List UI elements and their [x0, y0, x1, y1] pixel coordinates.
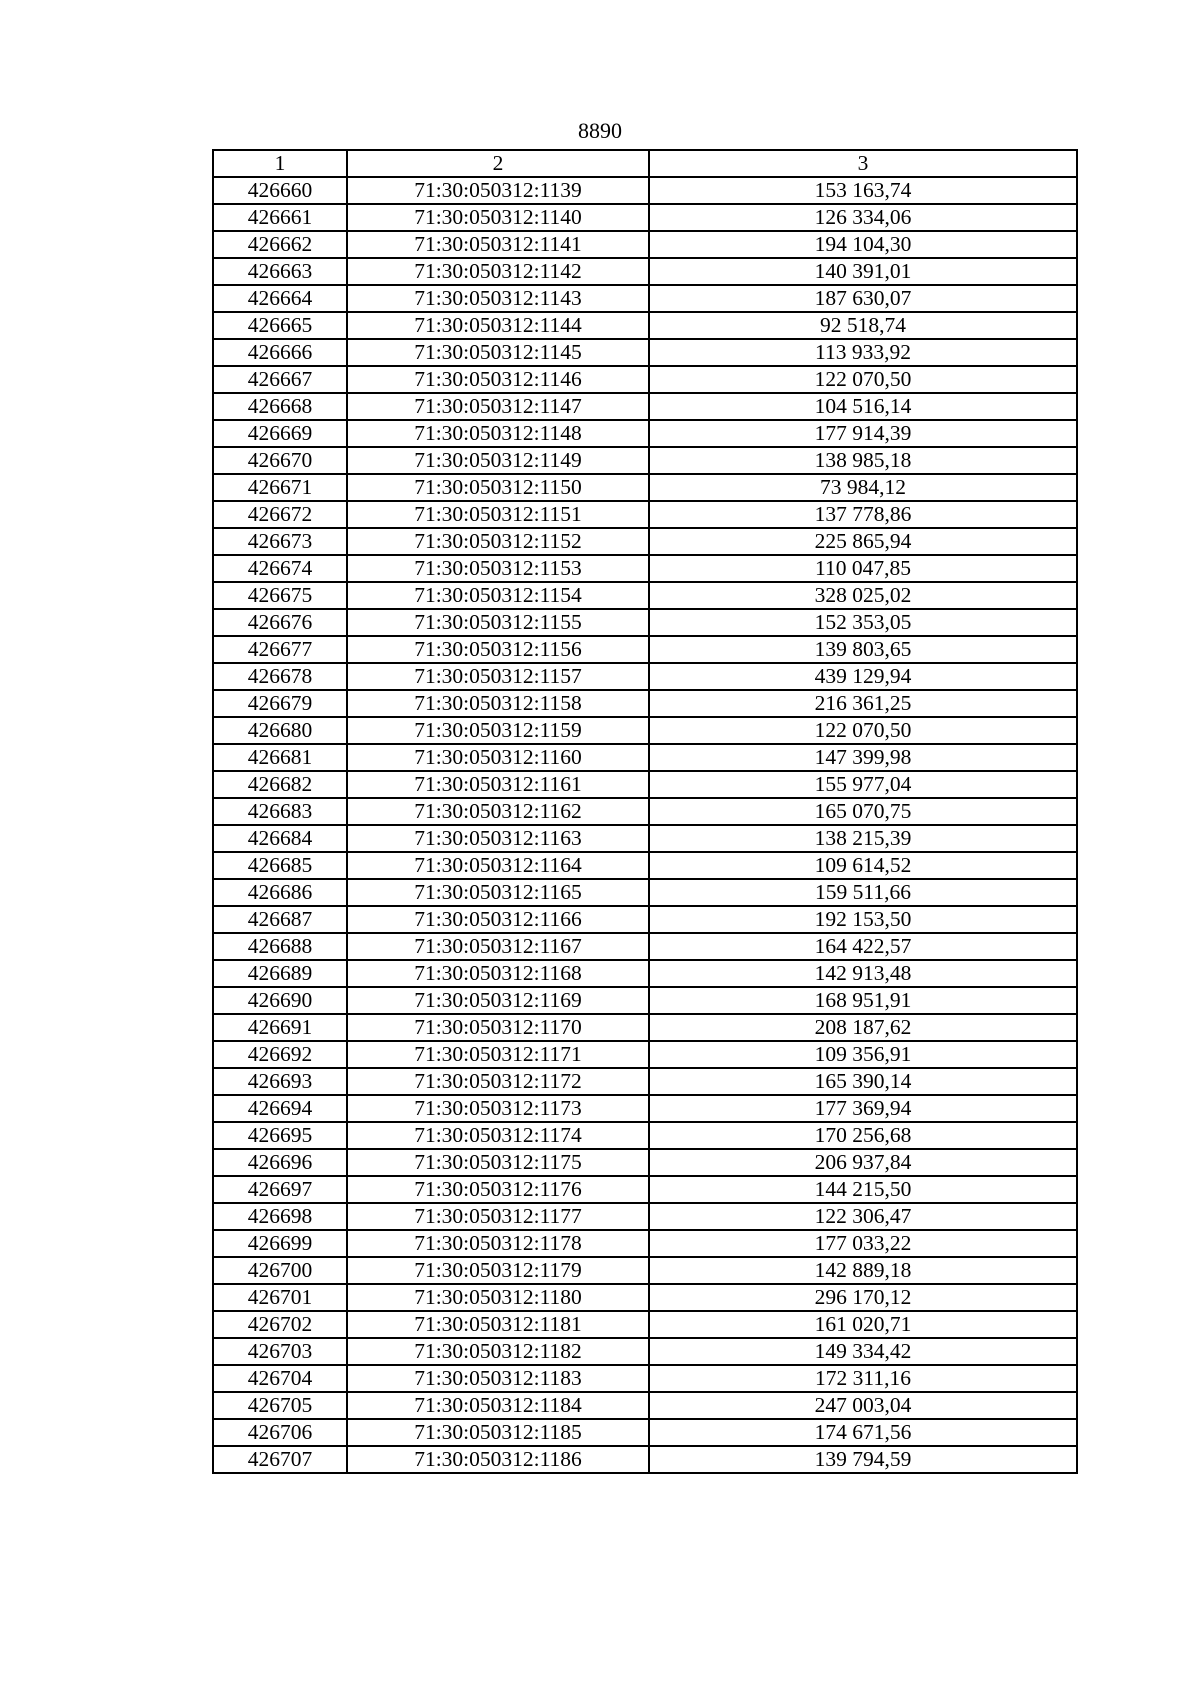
cell-value: 159 511,66: [649, 879, 1077, 906]
table-row: [213, 420, 1077, 447]
cell-number: 426695: [213, 1122, 347, 1149]
cell-number: 426706: [213, 1419, 347, 1446]
cell-cadastral-id: 71:30:050312:1168: [347, 960, 649, 987]
cell-value: 439 129,94: [649, 663, 1077, 690]
cell-value: 126 334,06: [649, 204, 1077, 231]
cell-value: 109 614,52: [649, 852, 1077, 879]
cell-value: 170 256,68: [649, 1122, 1077, 1149]
cell-value: 110 047,85: [649, 555, 1077, 582]
table-row: [213, 1419, 1077, 1446]
cell-cadastral-id: 71:30:050312:1140: [347, 204, 649, 231]
table-row: [213, 906, 1077, 933]
cell-cadastral-id: 71:30:050312:1165: [347, 879, 649, 906]
cell-number: 426690: [213, 987, 347, 1014]
cell-cadastral-id: 71:30:050312:1185: [347, 1419, 649, 1446]
cell-value: 165 070,75: [649, 798, 1077, 825]
cell-cadastral-id: 71:30:050312:1150: [347, 474, 649, 501]
table-row: [213, 609, 1077, 636]
cell-value: 122 070,50: [649, 717, 1077, 744]
cell-number: 426685: [213, 852, 347, 879]
cell-value: 216 361,25: [649, 690, 1077, 717]
cell-value: 149 334,42: [649, 1338, 1077, 1365]
cell-cadastral-id: 71:30:050312:1181: [347, 1311, 649, 1338]
table-row: [213, 636, 1077, 663]
cell-cadastral-id: 71:30:050312:1175: [347, 1149, 649, 1176]
table-row: [213, 501, 1077, 528]
cell-value: 187 630,07: [649, 285, 1077, 312]
cell-number: 426671: [213, 474, 347, 501]
cell-value: 140 391,01: [649, 258, 1077, 285]
table-row: [213, 1365, 1077, 1392]
cell-cadastral-id: 71:30:050312:1184: [347, 1392, 649, 1419]
column-header-cadastral-id: 2: [347, 150, 649, 177]
cell-number: 426692: [213, 1041, 347, 1068]
cell-cadastral-id: 71:30:050312:1152: [347, 528, 649, 555]
cell-number: 426707: [213, 1446, 347, 1473]
cell-value: 122 306,47: [649, 1203, 1077, 1230]
table-row: [213, 528, 1077, 555]
cell-cadastral-id: 71:30:050312:1179: [347, 1257, 649, 1284]
cell-value: 113 933,92: [649, 339, 1077, 366]
table-row: [213, 717, 1077, 744]
cell-value: 208 187,62: [649, 1014, 1077, 1041]
cell-value: 139 803,65: [649, 636, 1077, 663]
cell-cadastral-id: 71:30:050312:1156: [347, 636, 649, 663]
cell-cadastral-id: 71:30:050312:1155: [347, 609, 649, 636]
table-row: [213, 1014, 1077, 1041]
cell-value: 152 353,05: [649, 609, 1077, 636]
cell-cadastral-id: 71:30:050312:1180: [347, 1284, 649, 1311]
cell-cadastral-id: 71:30:050312:1174: [347, 1122, 649, 1149]
table-row: [213, 1338, 1077, 1365]
cell-cadastral-id: 71:30:050312:1162: [347, 798, 649, 825]
table-row: [213, 1284, 1077, 1311]
cell-cadastral-id: 71:30:050312:1183: [347, 1365, 649, 1392]
cell-number: 426684: [213, 825, 347, 852]
cell-value: 142 913,48: [649, 960, 1077, 987]
table-row: [213, 447, 1077, 474]
cell-cadastral-id: 71:30:050312:1171: [347, 1041, 649, 1068]
cell-number: 426666: [213, 339, 347, 366]
column-header-number: 1: [213, 150, 347, 177]
cell-value: 104 516,14: [649, 393, 1077, 420]
cell-cadastral-id: 71:30:050312:1164: [347, 852, 649, 879]
cell-cadastral-id: 71:30:050312:1166: [347, 906, 649, 933]
cell-cadastral-id: 71:30:050312:1170: [347, 1014, 649, 1041]
cell-value: 137 778,86: [649, 501, 1077, 528]
cell-value: 122 070,50: [649, 366, 1077, 393]
cell-value: 177 033,22: [649, 1230, 1077, 1257]
cell-cadastral-id: 71:30:050312:1153: [347, 555, 649, 582]
cell-value: 142 889,18: [649, 1257, 1077, 1284]
cell-value: 147 399,98: [649, 744, 1077, 771]
cell-cadastral-id: 71:30:050312:1144: [347, 312, 649, 339]
cell-value: 144 215,50: [649, 1176, 1077, 1203]
cell-value: 109 356,91: [649, 1041, 1077, 1068]
cell-number: 426663: [213, 258, 347, 285]
cell-number: 426664: [213, 285, 347, 312]
cell-value: 296 170,12: [649, 1284, 1077, 1311]
table-row: [213, 744, 1077, 771]
cell-value: 168 951,91: [649, 987, 1077, 1014]
table-row: [213, 879, 1077, 906]
cell-number: 426691: [213, 1014, 347, 1041]
cell-number: 426660: [213, 177, 347, 204]
cell-number: 426675: [213, 582, 347, 609]
cell-number: 426697: [213, 1176, 347, 1203]
table-row: [213, 798, 1077, 825]
cell-number: 426694: [213, 1095, 347, 1122]
cell-number: 426701: [213, 1284, 347, 1311]
table-row: [213, 1230, 1077, 1257]
table-row: [213, 933, 1077, 960]
table-row: [213, 690, 1077, 717]
cell-cadastral-id: 71:30:050312:1182: [347, 1338, 649, 1365]
cell-value: 206 937,84: [649, 1149, 1077, 1176]
cell-value: 92 518,74: [649, 312, 1077, 339]
cell-number: 426683: [213, 798, 347, 825]
cell-value: 174 671,56: [649, 1419, 1077, 1446]
cell-cadastral-id: 71:30:050312:1151: [347, 501, 649, 528]
cell-cadastral-id: 71:30:050312:1148: [347, 420, 649, 447]
table-row: [213, 825, 1077, 852]
cell-number: 426699: [213, 1230, 347, 1257]
cell-value: 247 003,04: [649, 1392, 1077, 1419]
cell-value: 225 865,94: [649, 528, 1077, 555]
cell-value: 138 215,39: [649, 825, 1077, 852]
table-row: [213, 555, 1077, 582]
table-body: [213, 177, 1077, 1473]
cell-value: 73 984,12: [649, 474, 1077, 501]
cell-number: 426703: [213, 1338, 347, 1365]
cell-cadastral-id: 71:30:050312:1163: [347, 825, 649, 852]
table-row: [213, 1311, 1077, 1338]
table-header-row: [213, 150, 1077, 177]
cell-cadastral-id: 71:30:050312:1142: [347, 258, 649, 285]
registry-table: [212, 149, 1078, 1474]
cell-number: 426662: [213, 231, 347, 258]
table-row: [213, 852, 1077, 879]
cell-cadastral-id: 71:30:050312:1167: [347, 933, 649, 960]
table-row: [213, 231, 1077, 258]
table-row: [213, 1446, 1077, 1473]
cell-number: 426670: [213, 447, 347, 474]
table-row: [213, 366, 1077, 393]
cell-cadastral-id: 71:30:050312:1177: [347, 1203, 649, 1230]
cell-value: 139 794,59: [649, 1446, 1077, 1473]
cell-value: 177 914,39: [649, 420, 1077, 447]
cell-value: 161 020,71: [649, 1311, 1077, 1338]
table-row: [213, 393, 1077, 420]
table-row: [213, 582, 1077, 609]
cell-cadastral-id: 71:30:050312:1158: [347, 690, 649, 717]
cell-number: 426693: [213, 1068, 347, 1095]
cell-value: 194 104,30: [649, 231, 1077, 258]
cell-cadastral-id: 71:30:050312:1143: [347, 285, 649, 312]
table-row: [213, 1095, 1077, 1122]
cell-value: 192 153,50: [649, 906, 1077, 933]
cell-cadastral-id: 71:30:050312:1161: [347, 771, 649, 798]
cell-number: 426674: [213, 555, 347, 582]
cell-cadastral-id: 71:30:050312:1154: [347, 582, 649, 609]
cell-value: 155 977,04: [649, 771, 1077, 798]
cell-number: 426678: [213, 663, 347, 690]
table-row: [213, 663, 1077, 690]
cell-number: 426689: [213, 960, 347, 987]
table-row: [213, 1041, 1077, 1068]
table-row: [213, 1068, 1077, 1095]
cell-cadastral-id: 71:30:050312:1160: [347, 744, 649, 771]
table-row: [213, 204, 1077, 231]
table-row: [213, 771, 1077, 798]
cell-cadastral-id: 71:30:050312:1147: [347, 393, 649, 420]
cell-number: 426680: [213, 717, 347, 744]
cell-number: 426673: [213, 528, 347, 555]
cell-number: 426682: [213, 771, 347, 798]
cell-cadastral-id: 71:30:050312:1145: [347, 339, 649, 366]
cell-number: 426669: [213, 420, 347, 447]
cell-cadastral-id: 71:30:050312:1178: [347, 1230, 649, 1257]
cell-number: 426687: [213, 906, 347, 933]
cell-number: 426698: [213, 1203, 347, 1230]
cell-number: 426676: [213, 609, 347, 636]
cell-cadastral-id: 71:30:050312:1157: [347, 663, 649, 690]
cell-number: 426677: [213, 636, 347, 663]
table-row: [213, 1122, 1077, 1149]
table-row: [213, 312, 1077, 339]
cell-cadastral-id: 71:30:050312:1176: [347, 1176, 649, 1203]
cell-value: 172 311,16: [649, 1365, 1077, 1392]
cell-number: 426667: [213, 366, 347, 393]
cell-cadastral-id: 71:30:050312:1173: [347, 1095, 649, 1122]
cell-number: 426704: [213, 1365, 347, 1392]
cell-cadastral-id: 71:30:050312:1159: [347, 717, 649, 744]
table-row: [213, 960, 1077, 987]
cell-value: 165 390,14: [649, 1068, 1077, 1095]
cell-number: 426672: [213, 501, 347, 528]
table-row: [213, 339, 1077, 366]
cell-cadastral-id: 71:30:050312:1149: [347, 447, 649, 474]
table-row: [213, 285, 1077, 312]
cell-number: 426688: [213, 933, 347, 960]
cell-number: 426702: [213, 1311, 347, 1338]
cell-cadastral-id: 71:30:050312:1141: [347, 231, 649, 258]
table-row: [213, 1176, 1077, 1203]
cell-cadastral-id: 71:30:050312:1139: [347, 177, 649, 204]
cell-number: 426686: [213, 879, 347, 906]
table-row: [213, 1392, 1077, 1419]
cell-number: 426668: [213, 393, 347, 420]
table-row: [213, 1203, 1077, 1230]
table-row: [213, 177, 1077, 204]
table-row: [213, 474, 1077, 501]
cell-cadastral-id: 71:30:050312:1186: [347, 1446, 649, 1473]
cell-number: 426681: [213, 744, 347, 771]
cell-value: 138 985,18: [649, 447, 1077, 474]
table-row: [213, 1149, 1077, 1176]
cell-number: 426700: [213, 1257, 347, 1284]
table-row: [213, 1257, 1077, 1284]
cell-number: 426705: [213, 1392, 347, 1419]
cell-number: 426661: [213, 204, 347, 231]
cell-cadastral-id: 71:30:050312:1169: [347, 987, 649, 1014]
column-header-value: 3: [649, 150, 1077, 177]
cell-number: 426679: [213, 690, 347, 717]
table-row: [213, 258, 1077, 285]
cell-cadastral-id: 71:30:050312:1172: [347, 1068, 649, 1095]
cell-value: 153 163,74: [649, 177, 1077, 204]
page-number: 8890: [578, 118, 622, 143]
cell-cadastral-id: 71:30:050312:1146: [347, 366, 649, 393]
cell-number: 426665: [213, 312, 347, 339]
cell-value: 164 422,57: [649, 933, 1077, 960]
cell-value: 328 025,02: [649, 582, 1077, 609]
cell-value: 177 369,94: [649, 1095, 1077, 1122]
table-row: [213, 987, 1077, 1014]
cell-number: 426696: [213, 1149, 347, 1176]
